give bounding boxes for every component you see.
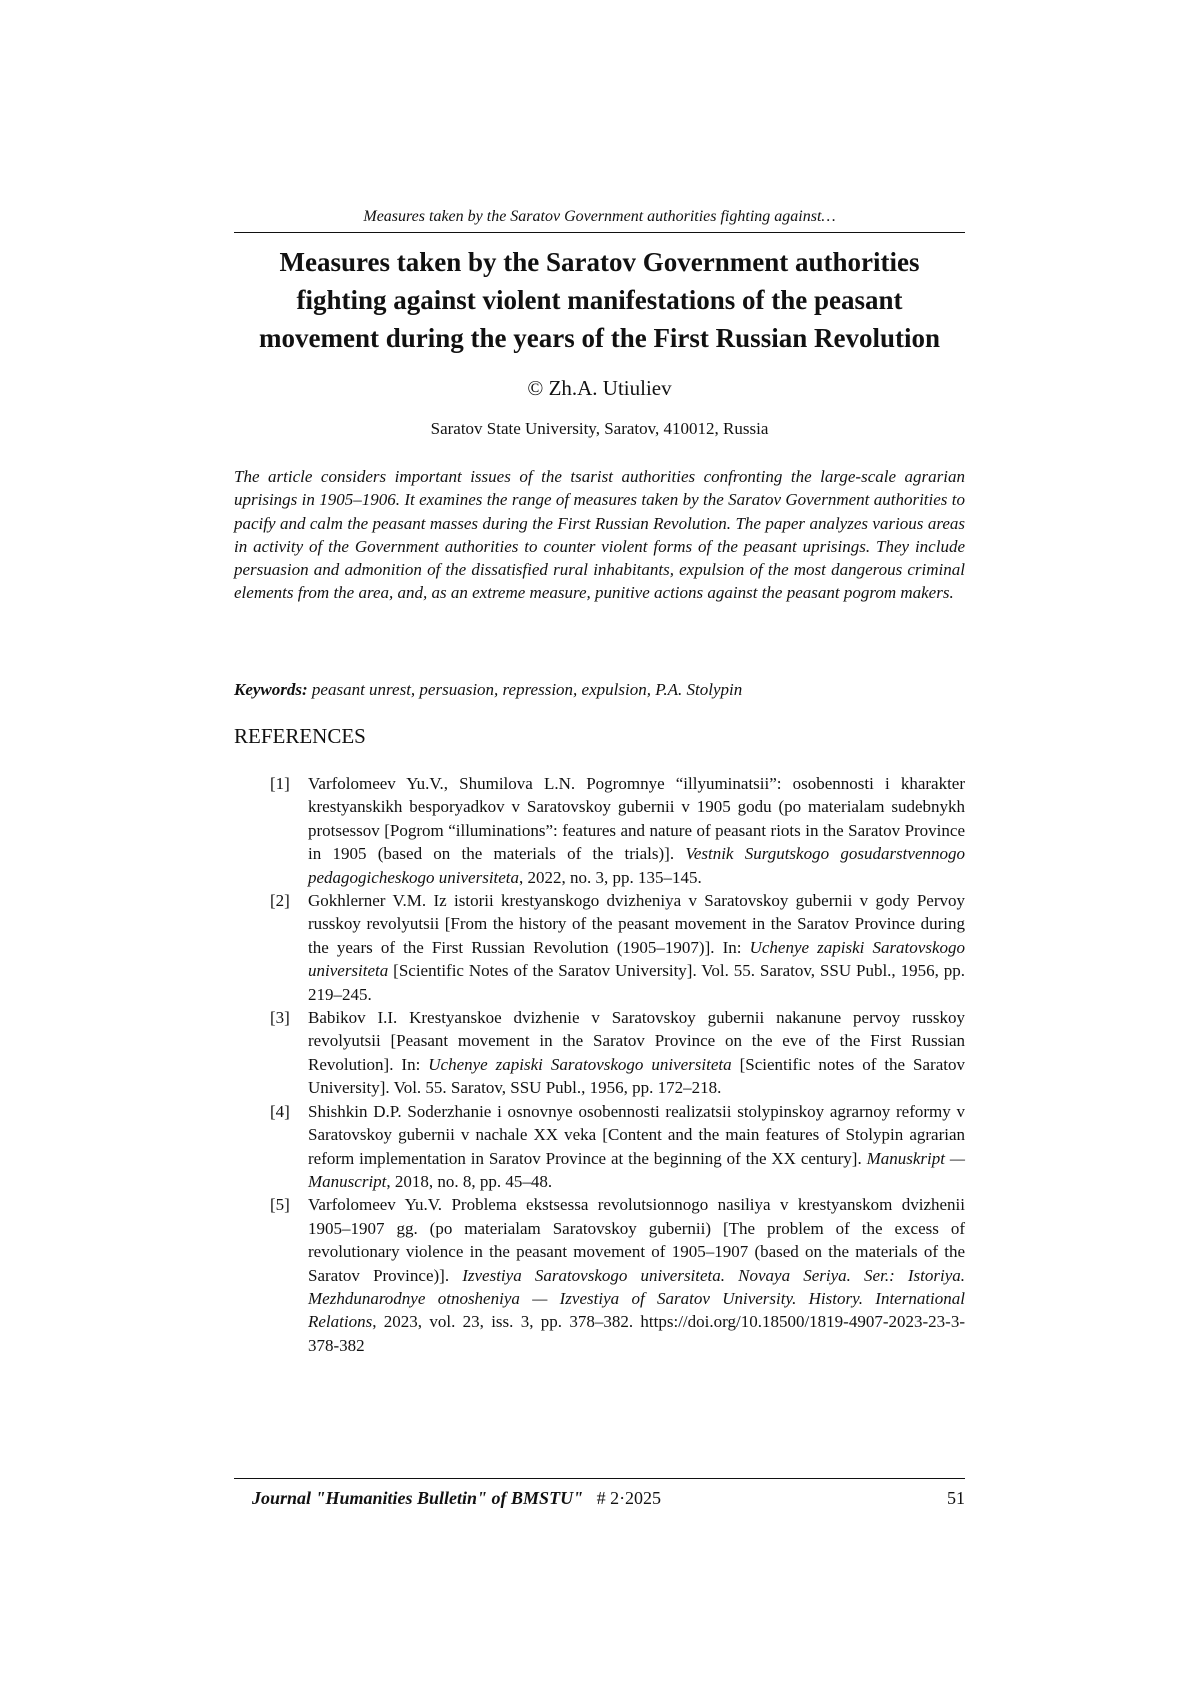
reference-source: Vestnik Surgutskogo gosudarstvennogo pedagogicheskogo universiteta [308, 844, 965, 887]
keywords-text: peasant unrest, persuasion, repression, expulsion, P.A. Stolypin [307, 680, 743, 699]
title-line: movement during the years of the First Russian Revolution [259, 323, 940, 353]
reference-details: , 2023, vol. 23, iss. 3, pp. 378–382. https://doi.org/10.18500/1819-4907-2023-23-3-378-382 [308, 1312, 965, 1355]
reference-list [270, 772, 965, 1357]
reference-source: Uchenye zapiski Saratovskogo universiteta [428, 1054, 732, 1074]
reference-number: [5] [270, 1195, 290, 1215]
reference-text: Varfolomeev Yu.V. Problema ekstsessa revolutsionnogo nasiliya v krestyanskom dvizhenii 1905–1907 gg. (po materialam Saratovskoy gubernii) [The problem of the excess of revolutionary violence in the peasant movement of 1905–1907 (based on the materials of the Saratov Province)]. [308, 1195, 965, 1285]
reference-item [270, 1193, 965, 1357]
reference-source: Izvestiya Saratovskogo universiteta. Novaya Seriya. Ser.: Istoriya. Mezhdunarodnye otnosheniya — Izvestiya of Saratov University. History. International Relations [308, 1265, 966, 1332]
reference-text: Gokhlerner V.M. Iz istorii krestyanskogo dvizheniya v Saratovskoy gubernii v gody Pervoy russkoy revolyutsii [From the history of the peasant movement in the Saratov Province during the years of the First Russian Revolution (1905–1907)]. In: [308, 891, 965, 957]
abstract: The article considers important issues of the tsarist authorities confronting the large-scale agrarian uprisings in 1905–1906. It examines the range of measures taken by the Saratov Government authorities to pacify and calm the peasant masses during the First Russian Revolution. The paper analyzes various areas in activity of the Government authorities to counter violent forms of the peasant uprisings. They include persuasion and admonition of the dissatisfied rural inhabitants, expulsion of the most dangerous criminal elements from the area, and, as an extreme measure, punitive actions against the peasant pogrom makers. [234, 467, 965, 603]
reference-item [270, 889, 965, 1006]
running-head: Measures taken by the Saratov Government authorities fighting against… [363, 208, 836, 225]
reference-item [270, 1006, 965, 1100]
keywords [234, 679, 965, 701]
title-line: fighting against violent manifestations of the peasant [296, 285, 903, 315]
footer-journal [252, 1487, 661, 1509]
article-title [234, 243, 965, 357]
reference-item [270, 1100, 965, 1194]
references-heading: REFERENCES [234, 724, 366, 748]
issue-number: # 2·2025 [596, 1488, 662, 1508]
journal-name: Journal "Humanities Bulletin" of BMSTU" [252, 1488, 584, 1508]
reference-number: [4] [270, 1101, 290, 1121]
reference-source: Manuskript — Manuscript [308, 1148, 965, 1191]
affiliation: Saratov State University, Saratov, 410012, Russia [430, 419, 769, 438]
reference-number: [2] [270, 891, 290, 911]
reference-text: Babikov I.I. Krestyanskoe dvizhenie v Saratovskoy gubernii nakanune pervoy russkoy revolyutsii [Peasant movement in the Saratov Province on the eve of the First Russian Revolution]. In: [308, 1008, 965, 1074]
reference-details: , 2018, no. 8, pp. 45–48. [386, 1171, 553, 1191]
reference-details: [Scientific notes of the Saratov University]. Vol. 55. Saratov, SSU Publ., 1956, pp. 172–218. [308, 1054, 965, 1098]
keywords-label: Keywords: [234, 680, 308, 699]
header-rule [234, 232, 965, 233]
reference-details: , 2022, no. 3, pp. 135–145. [519, 867, 702, 887]
reference-item [270, 772, 965, 889]
reference-number: [3] [270, 1008, 290, 1028]
title-line: Measures taken by the Saratov Government authorities [279, 247, 920, 277]
reference-number: [1] [270, 774, 290, 793]
author: © Zh.A. Utiuliev [527, 376, 672, 400]
page-number: 51 [947, 1488, 965, 1508]
reference-source: Uchenye zapiski Saratovskogo universiteta [308, 937, 965, 981]
reference-text: Varfolomeev Yu.V., Shumilova L.N. Pogromnye “illyuminatsii”: osobennosti i kharakter krestyanskikh besporyadkov v Saratovskoy gubernii v 1905 godu (po materialam sudebnykh protsessov [Pogrom “illuminations”: features and nature of peasant riots in the Saratov Province in 1905 (based on the materials of the trials)]. [308, 774, 965, 864]
reference-text: Shishkin D.P. Soderzhanie i osnovnye osobennosti realizatsii stolypinskoy agrarnoy reformy v Saratovskoy gubernii v nachale XX veka [Content and the main features of Stolypin agrarian reform implementation in Saratov Province at the beginning of the XX century]. [308, 1101, 965, 1168]
footer-rule [234, 1478, 965, 1479]
reference-details: [Scientific Notes of the Saratov University]. Vol. 55. Saratov, SSU Publ., 1956, pp. 219–245. [308, 961, 965, 1004]
